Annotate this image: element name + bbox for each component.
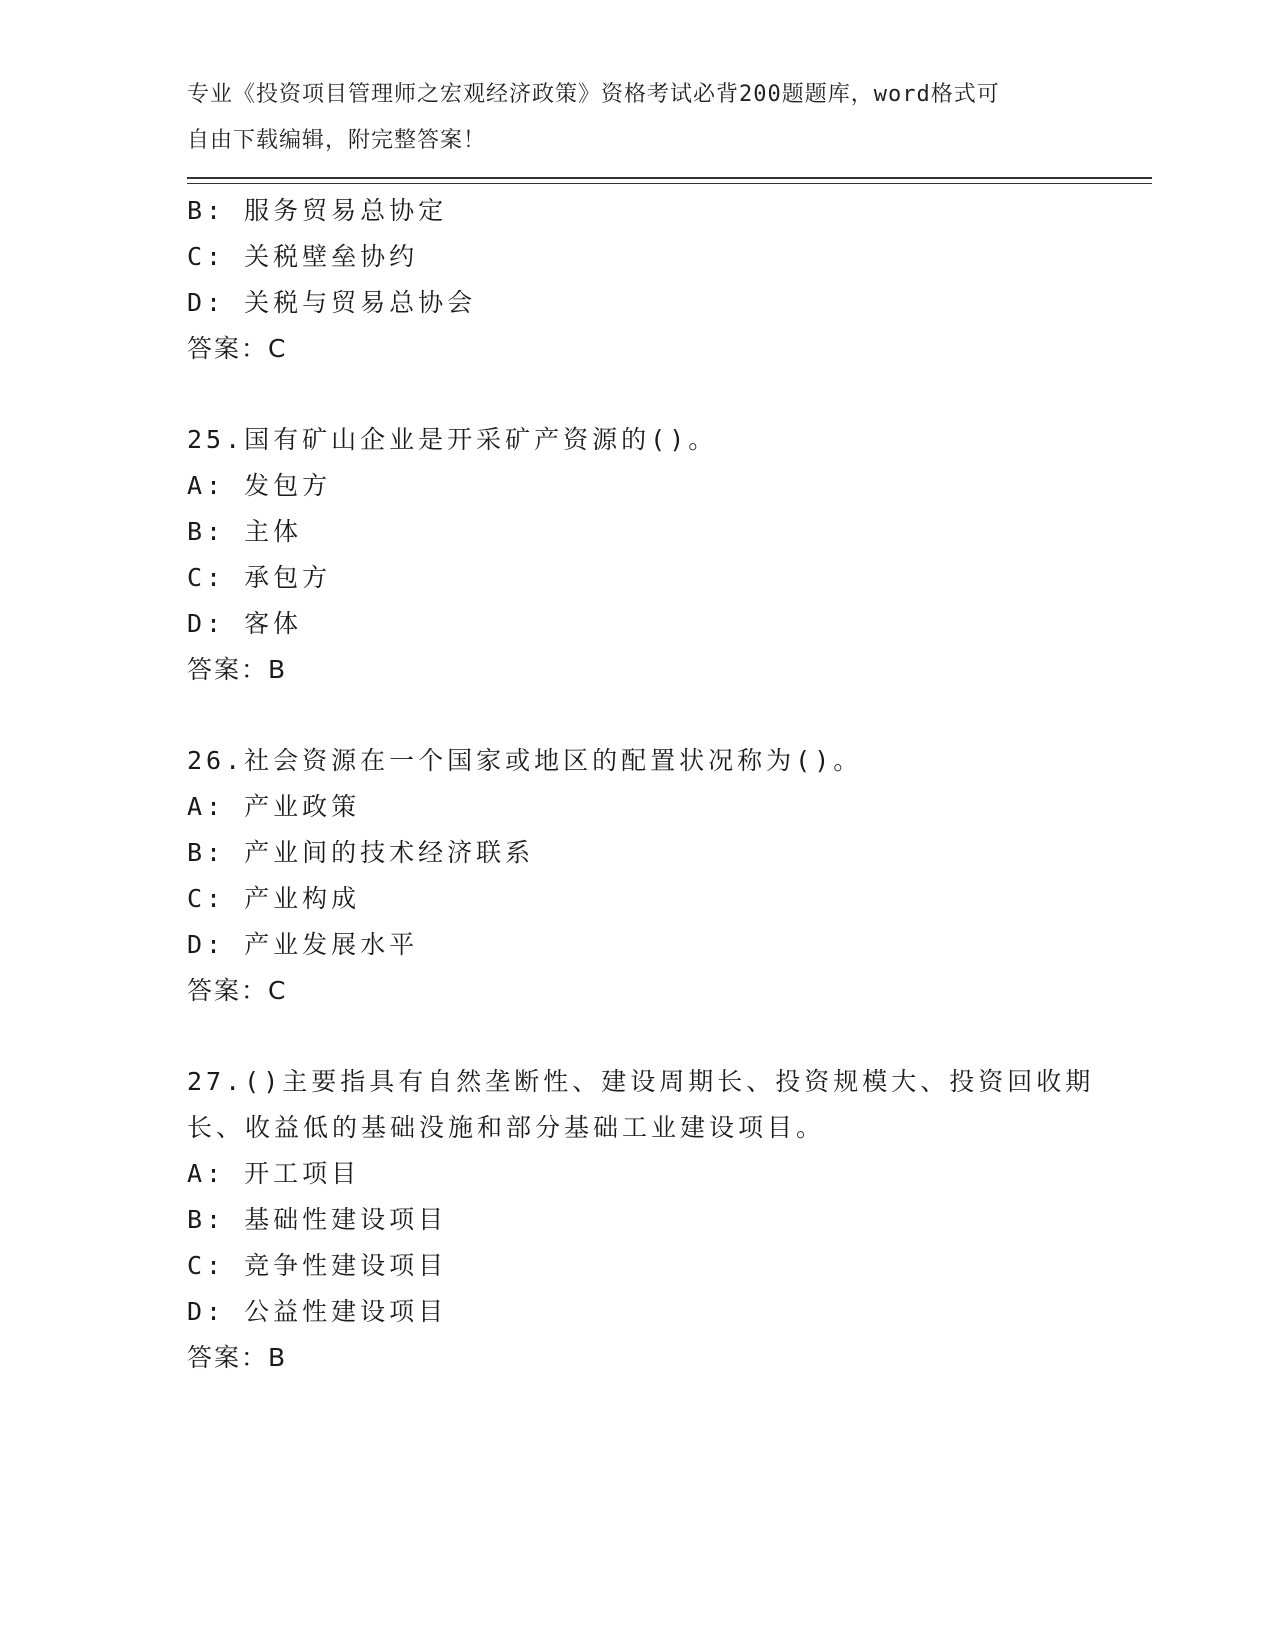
- answer: 答案：C: [187, 976, 288, 1005]
- header-divider: [187, 177, 1152, 179]
- header-divider-thin: [187, 183, 1152, 184]
- option-b: B: 主体: [187, 517, 303, 546]
- question-26: [187, 738, 1087, 1014]
- header-line-2: 自由下载编辑，附完整答案！: [187, 128, 487, 153]
- question-stem: 27.()主要指具有自然垄断性、建设周期长、投资规模大、投资回收期: [187, 1067, 1095, 1096]
- header-line-1: 专业《投资项目管理师之宏观经济政策》资格考试必背200题题库，word格式可: [187, 82, 1000, 107]
- question-24-continued: [187, 188, 1087, 372]
- question-stem: 25.国有矿山企业是开采矿产资源的()。: [187, 425, 718, 454]
- document-header: [187, 72, 1087, 164]
- option-c: C: 产业构成: [187, 884, 361, 913]
- option-c: C: 竞争性建设项目: [187, 1251, 448, 1280]
- question-list: [187, 188, 1095, 1381]
- option-d: D: 关税与贸易总协会: [187, 288, 477, 317]
- option-a: A: 发包方: [187, 471, 332, 500]
- option-c: C: 承包方: [187, 563, 332, 592]
- option-b: B: 基础性建设项目: [187, 1205, 448, 1234]
- question-27: [187, 1059, 1095, 1381]
- option-d: D: 公益性建设项目: [187, 1297, 448, 1326]
- option-b: B: 产业间的技术经济联系: [187, 838, 535, 867]
- question-stem-continued: 长、收益低的基础没施和部分基础工业建设项目。: [187, 1113, 826, 1142]
- option-d: D: 客体: [187, 609, 303, 638]
- option-a: A: 开工项目: [187, 1159, 361, 1188]
- answer: 答案：C: [187, 334, 288, 363]
- answer: 答案：B: [187, 655, 288, 684]
- option-b: B: 服务贸易总协定: [187, 196, 448, 225]
- option-a: A: 产业政策: [187, 792, 361, 821]
- option-d: D: 产业发展水平: [187, 930, 419, 959]
- question-stem: 26.社会资源在一个国家或地区的配置状况称为()。: [187, 746, 863, 775]
- option-c: C: 关税壁垒协约: [187, 242, 419, 271]
- question-25: [187, 417, 1087, 693]
- answer: 答案：B: [187, 1343, 288, 1372]
